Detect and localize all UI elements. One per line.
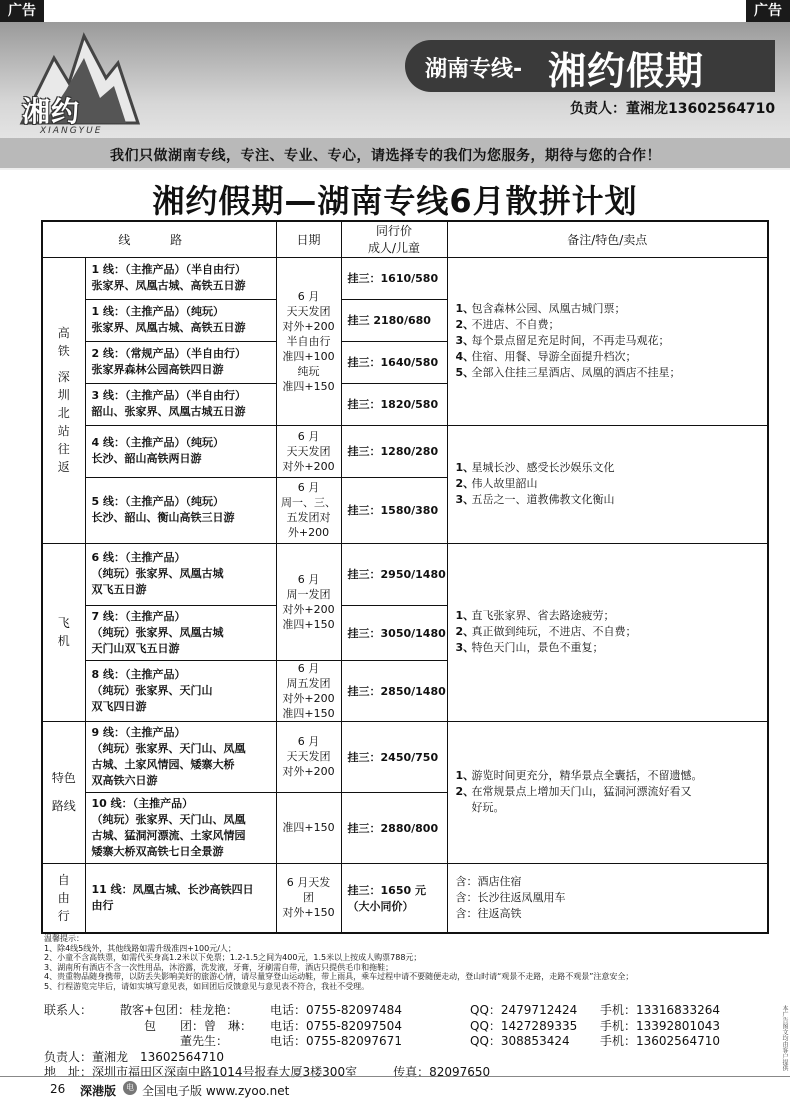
note-cell: 1、包含森林公园、凤凰古城门票； 2、不进店、不自费； 3、每个景点留足充足时间，不再走马观花； 4、住宿、用餐、导游全面提升档次； 5、全部入住挂三星酒店、凤凰的酒店不挂星；	[447, 257, 768, 425]
contact-row: 包 团：曾 琳： 电话：0755-82097504 QQ：1427289335 手机：13392801043	[120, 1018, 720, 1033]
route-cell: 1 线：（主推产品）（纯玩） 张家界、凤凰古城、高铁五日游	[85, 299, 276, 341]
category-rail: 高 铁 深 圳 北 站 往 返	[42, 257, 85, 543]
price-cell: 挂三：1280/280	[341, 425, 447, 477]
header-date: 日期	[276, 221, 341, 257]
price-cell: 挂三：1610/580	[341, 257, 447, 299]
logo-subtitle: XIANGYUE	[40, 126, 103, 136]
price-cell: 挂三：2950/1480	[341, 543, 447, 605]
price-cell: 挂三：3050/1480	[341, 605, 447, 660]
edition-icon: 电	[123, 1081, 137, 1095]
route-cell: 2 线：（常规产品）（半自由行） 张家界森林公园高铁四日游	[85, 341, 276, 383]
price-cell: 挂三：1580/380	[341, 477, 447, 543]
header-owner: 负责人：董湘龙13602564710	[570, 101, 776, 117]
date-cell: 6 月 天天发团 对外+200	[276, 425, 341, 477]
route-cell: 7 线：（主推产品） （纯玩）张家界、凤凰古城 天门山双飞五日游	[85, 605, 276, 660]
route-cell: 10 线：（主推产品） （纯玩）张家界、天门山、凤凰 古城、猛洞河漂流、土家风情园 矮寨大桥双高铁七日全景游	[85, 792, 276, 863]
brand-name: 湘约假期	[548, 49, 705, 93]
table-row	[42, 425, 768, 477]
price-cell: 挂三：2450/750	[341, 721, 447, 792]
side-note: 本广告图文均由客户提供	[781, 1005, 788, 1071]
price-cell: 挂三 2180/680	[341, 299, 447, 341]
price-cell: 挂三：1820/580	[341, 383, 447, 425]
route-cell: 3 线：（主推产品）（半自由行） 韶山、张家界、凤凰古城五日游	[85, 383, 276, 425]
owner-line: 负责人：董湘龙 13602564710	[44, 1049, 224, 1064]
date-cell: 准四+150	[276, 792, 341, 863]
contact-row: 联系人： 散客+包团：桂龙艳： 电话：0755-82097484 QQ：2479712424 手机：13316833264	[44, 1003, 720, 1017]
table-row	[42, 257, 768, 299]
route-cell: 6 线：（主推产品） （纯玩）张家界、凤凰古城 双飞五日游	[85, 543, 276, 605]
route-cell: 8 线：（主推产品） （纯玩）张家界、天门山 双飞四日游	[85, 660, 276, 721]
table-header-row	[42, 221, 768, 257]
line-name: 湖南专线-	[425, 57, 523, 82]
header-price: 同行价 成人/儿童	[341, 221, 447, 257]
table-row	[42, 543, 768, 605]
ad-label-right: 广告	[746, 0, 790, 22]
contact-row: 董先生： 电话：0755-82097671 QQ：308853424 手机：13602564710	[120, 1034, 720, 1048]
note-cell: 含：酒店住宿 含：长沙往返凤凰用车 含：往返高铁	[447, 863, 768, 933]
address-line: 地 址：深圳市福田区深南中路1014号报春大厦3楼300室 传真：82097650	[44, 1065, 491, 1079]
route-cell: 4 线：（主推产品）（纯玩） 长沙、韶山高铁两日游	[85, 425, 276, 477]
page-title: 湘约假期—湖南专线6月散拼计划	[152, 182, 638, 220]
date-cell: 6 月 周五发团 对外+200 准四+150	[276, 660, 341, 721]
header-banner	[0, 22, 790, 170]
route-cell: 11 线：凤凰古城、长沙高铁四日 由行	[85, 863, 276, 933]
date-cell: 6 月天发 团 对外+150	[276, 863, 341, 933]
page-number: 26	[50, 1082, 66, 1096]
schedule-table	[41, 220, 769, 934]
route-cell: 9 线：（主推产品） （纯玩）张家界、天门山、凤凰 古城、土家风情园、矮寨大桥 双高铁六日游	[85, 721, 276, 792]
website-link[interactable]: 全国电子版 www.zyoo.net	[142, 1084, 290, 1098]
category-free: 自 由 行	[42, 863, 85, 933]
ad-label-left: 广告	[0, 0, 44, 22]
tips-block: 温馨提示： 1、除4线5线外，其他线路如需升级准四+100元/人； 2、小童不含高铁票，如需代买身高1.2米以下免票；1.2-1.5之间为400元，1.5米以上按成人购票788元； 3、湖南所有酒店不含一次性用品，沐浴露，洗发液，牙膏，牙刷需自带，酒店只提供毛巾和拖鞋； 4、贵重物品随身携带，以防丢失影响美好的旅游心情，请尽量穿登山运动鞋，带上雨具，乘车过程中请不要随便走动，登山时请“观景不走路，走路不观景”注意安全； 5、行程游览完毕后，请如实填写意见表，如回团后反馈意见与意见表不符合，我社不受理。	[44, 934, 634, 991]
date-cell: 6 月 天天发团 对外+200 半自由行 准四+100 纯玩 准四+150	[276, 257, 341, 425]
date-cell: 6 月 周一发团 对外+200 准四+150	[276, 543, 341, 660]
table-row	[42, 863, 768, 933]
table-row	[42, 721, 768, 792]
note-cell: 1、游览时间更充分，精华景点全囊括，不留遗憾。 2、在常规景点上增加天门山，猛洞河漂流好看又 好玩。	[447, 721, 768, 863]
logo-text: 湘约	[22, 95, 81, 128]
route-cell: 1 线：（主推产品）（半自由行） 张家界、凤凰古城、高铁五日游	[85, 257, 276, 299]
header-route: 线 路	[42, 221, 276, 257]
category-special: 特色 路线	[42, 721, 85, 863]
price-cell: 挂三：2880/800	[341, 792, 447, 863]
edition-label: 深港版	[80, 1084, 117, 1098]
page-footer	[0, 1076, 790, 1100]
price-cell: 挂三：2850/1480	[341, 660, 447, 721]
date-cell: 6 月 天天发团 对外+200	[276, 721, 341, 792]
contact-block	[44, 1003, 774, 1081]
price-cell: 挂三：1650 元 （大小同价）	[341, 863, 447, 933]
date-cell: 6 月 周一、三、 五发团对 外+200	[276, 477, 341, 543]
slogan: 我们只做湖南专线，专注、专业、专心，请选择专的我们为您服务，期待与您的合作！	[110, 148, 661, 164]
note-cell: 1、直飞张家界、省去路途疲劳； 2、真正做到纯玩，不进店、不自费； 3、特色天门山，景色不重复；	[447, 543, 768, 721]
category-fly: 飞 机	[42, 543, 85, 721]
price-cell: 挂三：1640/580	[341, 341, 447, 383]
note-cell: 1、星城长沙、感受长沙娱乐文化 2、伟人故里韶山 3、五岳之一、道教佛教文化衡山	[447, 425, 768, 543]
route-cell: 5 线：（主推产品）（纯玩） 长沙、韶山、衡山高铁三日游	[85, 477, 276, 543]
header-note: 备注/特色/卖点	[447, 221, 768, 257]
